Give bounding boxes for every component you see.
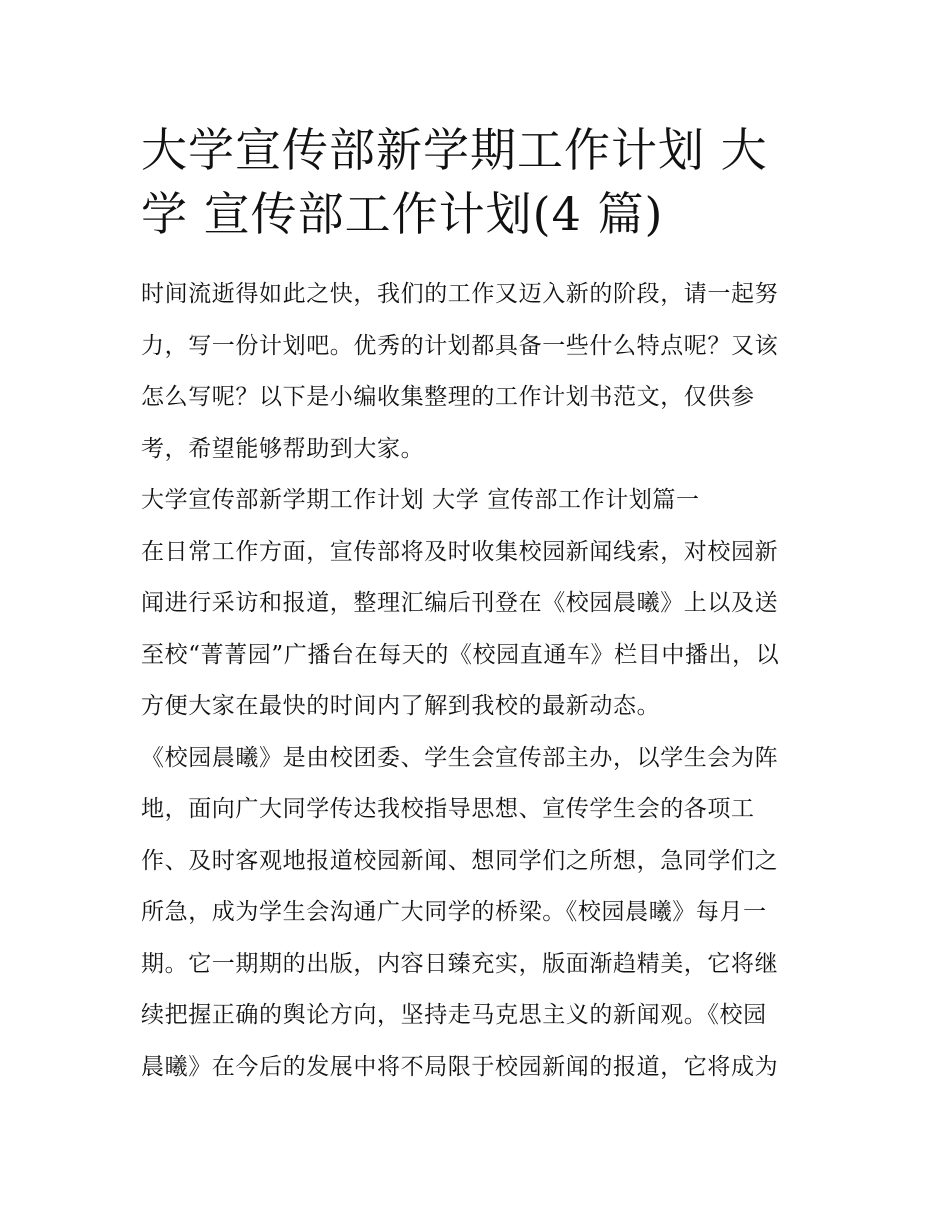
text-line: 大学宣传部新学期工作计划 大学 宣传部工作计划篇一 xyxy=(141,487,700,513)
document-title xyxy=(141,118,813,246)
title-line-1: 大学宣传部新学期工作计划 大 xyxy=(141,123,768,177)
title-line-2: 学 宣传部工作计划(4 篇) xyxy=(141,187,664,241)
text-line: 闻进行采访和报道，整理汇编后刊登在《校园晨曦》上以及送 xyxy=(141,590,779,616)
text-line: 作、及时客观地报道校园新闻、想同学们之所想，急同学们之 xyxy=(141,847,779,874)
paragraph-campus-dawn xyxy=(141,733,813,1094)
text-line: 怎么写呢？以下是小编收集整理的工作计划书范文，仅供参 xyxy=(141,384,755,410)
paragraph-daily-work xyxy=(141,527,813,733)
text-line: 晨曦》在今后的发展中将不局限于校园新闻的报道，它将成为 xyxy=(141,1053,779,1080)
document-page xyxy=(141,118,813,1093)
text-line: 时间流逝得如此之快，我们的工作又迈入新的阶段，请一起努 xyxy=(141,281,779,307)
text-line: 考，希望能够帮助到大家。 xyxy=(141,435,425,462)
text-line: 《校园晨曦》是由校团委、学生会宣传部主办，以学生会为阵 xyxy=(141,744,779,771)
text-line: 至校“菁菁园”广播台在每天的《校园直通车》栏目中播出，以 xyxy=(141,641,780,668)
text-line: 力，写一份计划吧。优秀的计划都具备一些什么特点呢？又该 xyxy=(141,332,779,359)
text-line: 所急，成为学生会沟通广大同学的桥梁。《校园晨曦》每月一 xyxy=(141,899,767,925)
document-body xyxy=(141,269,813,1093)
text-line: 地，面向广大同学传达我校指导思想、宣传学生会的各项工 xyxy=(141,796,755,822)
section-heading xyxy=(141,475,813,527)
paragraph-intro xyxy=(141,269,813,475)
text-line: 在日常工作方面，宣传部将及时收集校园新闻线索，对校园新 xyxy=(141,538,779,565)
text-line: 方便大家在最快的时间内了解到我校的最新动态。 xyxy=(141,693,661,719)
text-line: 续把握正确的舆论方向，坚持走马克思主义的新闻观。《校园 xyxy=(141,1002,767,1028)
text-line: 期。它一期期的出版，内容日臻充实，版面渐趋精美，它将继 xyxy=(141,950,779,977)
